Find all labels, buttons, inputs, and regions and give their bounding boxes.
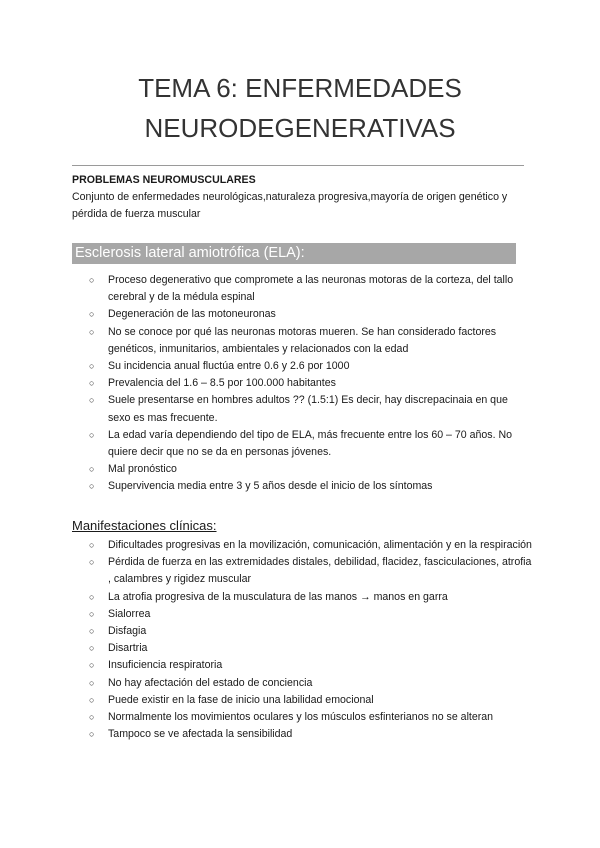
circle-bullet-icon: ○ — [89, 626, 95, 637]
circle-bullet-icon: ○ — [89, 326, 95, 337]
circle-bullet-icon: ○ — [89, 643, 95, 654]
page-title-line2: NEURODEGENERATIVAS — [144, 113, 456, 143]
circle-bullet-icon: ○ — [89, 275, 95, 285]
circle-bullet-icon: ○ — [89, 309, 95, 320]
section-heading-problemas: PROBLEMAS NEUROMUSCULARES — [72, 174, 256, 186]
circle-bullet-icon: ○ — [89, 591, 95, 602]
page-title-line1: TEMA 6: ENFERMEDADES — [138, 73, 462, 103]
list-item: ○ Prevalencia del 1.6 – 8.5 por 100.000 habitantes — [72, 375, 532, 392]
manifestaciones-bullet-list — [72, 537, 532, 743]
circle-bullet-icon: ○ — [89, 694, 95, 705]
circle-bullet-icon: ○ — [89, 557, 95, 568]
list-item: ○ Sialorrea — [72, 606, 532, 623]
list-item: ○ Proceso degenerativo que compromete a las neuronas motoras de la corteza, del tallo cerebral y de la médula espinal — [89, 274, 514, 304]
circle-bullet-icon: ○ — [89, 660, 95, 671]
list-item: ○ Disfagia — [72, 623, 532, 640]
circle-bullet-icon: ○ — [89, 540, 95, 550]
list-item: ○ No se conoce por qué las neuronas motoras mueren. Se han considerado factores genéticos, inmunitarios, ambientales y relacionados con la edad — [89, 325, 497, 355]
circle-bullet-icon: ○ — [89, 677, 95, 688]
list-item: ○ Mal pronóstico — [72, 461, 532, 478]
list-item: ○ La atrofia progresiva de la musculatura de las manos → manos en garra — [72, 589, 532, 606]
circle-bullet-icon: ○ — [89, 464, 95, 475]
list-item: ○ Degeneración de las motoneuronas — [72, 306, 532, 323]
list-item: ○ No hay afectación del estado de conciencia — [72, 675, 532, 692]
list-item: ○ Normalmente los movimientos oculares y los músculos esfinterianos no se alteran — [72, 709, 532, 726]
intro-text: Conjunto de enfermedades neurológicas,naturaleza progresiva,mayoría de origen genético y pérdida de fuerza muscular — [72, 191, 508, 220]
list-item: ○ Tampoco se ve afectada la sensibilidad — [72, 726, 532, 743]
circle-bullet-icon: ○ — [89, 729, 95, 740]
circle-bullet-icon: ○ — [89, 712, 95, 723]
list-item: ○ Su incidencia anual fluctúa entre 0.6 y 2.6 por 1000 — [72, 358, 532, 375]
list-item: ○ Suele presentarse en hombres adultos ?? (1.5:1) Es decir, hay discrepacinaia en que sexo es mas frecuente. — [89, 394, 508, 424]
intro-section — [72, 172, 532, 223]
horizontal-rule — [72, 165, 524, 166]
ela-heading-banner: Esclerosis lateral amiotrófica (ELA): — [72, 243, 516, 264]
manifestaciones-heading: Manifestaciones clínicas: — [72, 518, 217, 533]
circle-bullet-icon: ○ — [89, 361, 95, 372]
list-item: ○ Disartria — [72, 640, 532, 657]
circle-bullet-icon: ○ — [89, 378, 95, 389]
list-item: ○ Puede existir en la fase de inicio una labilidad emocional — [72, 692, 532, 709]
circle-bullet-icon: ○ — [89, 395, 95, 406]
list-item: ○ Supervivencia media entre 3 y 5 años desde el inicio de los síntomas — [72, 478, 532, 495]
circle-bullet-icon: ○ — [89, 608, 95, 619]
list-item: ○ La edad varía dependiendo del tipo de ELA, más frecuente entre los 60 – 70 años. No quiere decir que no se da en personas jóvenes. — [89, 428, 513, 459]
list-item: ○ Insuficiencia respiratoria — [72, 657, 532, 674]
circle-bullet-icon: ○ — [89, 481, 95, 492]
circle-bullet-icon: ○ — [89, 429, 95, 440]
page-title — [72, 68, 528, 148]
ela-bullet-list — [72, 272, 532, 496]
list-item: ○ Pérdida de fuerza en las extremidades distales, debilidad, flacidez, fasciculaciones, atrofia , calambres y rigidez muscular — [89, 556, 532, 586]
list-item: ○ Dificultades progresivas en la movilización, comunicación, alimentación y en la respiración — [72, 537, 532, 554]
